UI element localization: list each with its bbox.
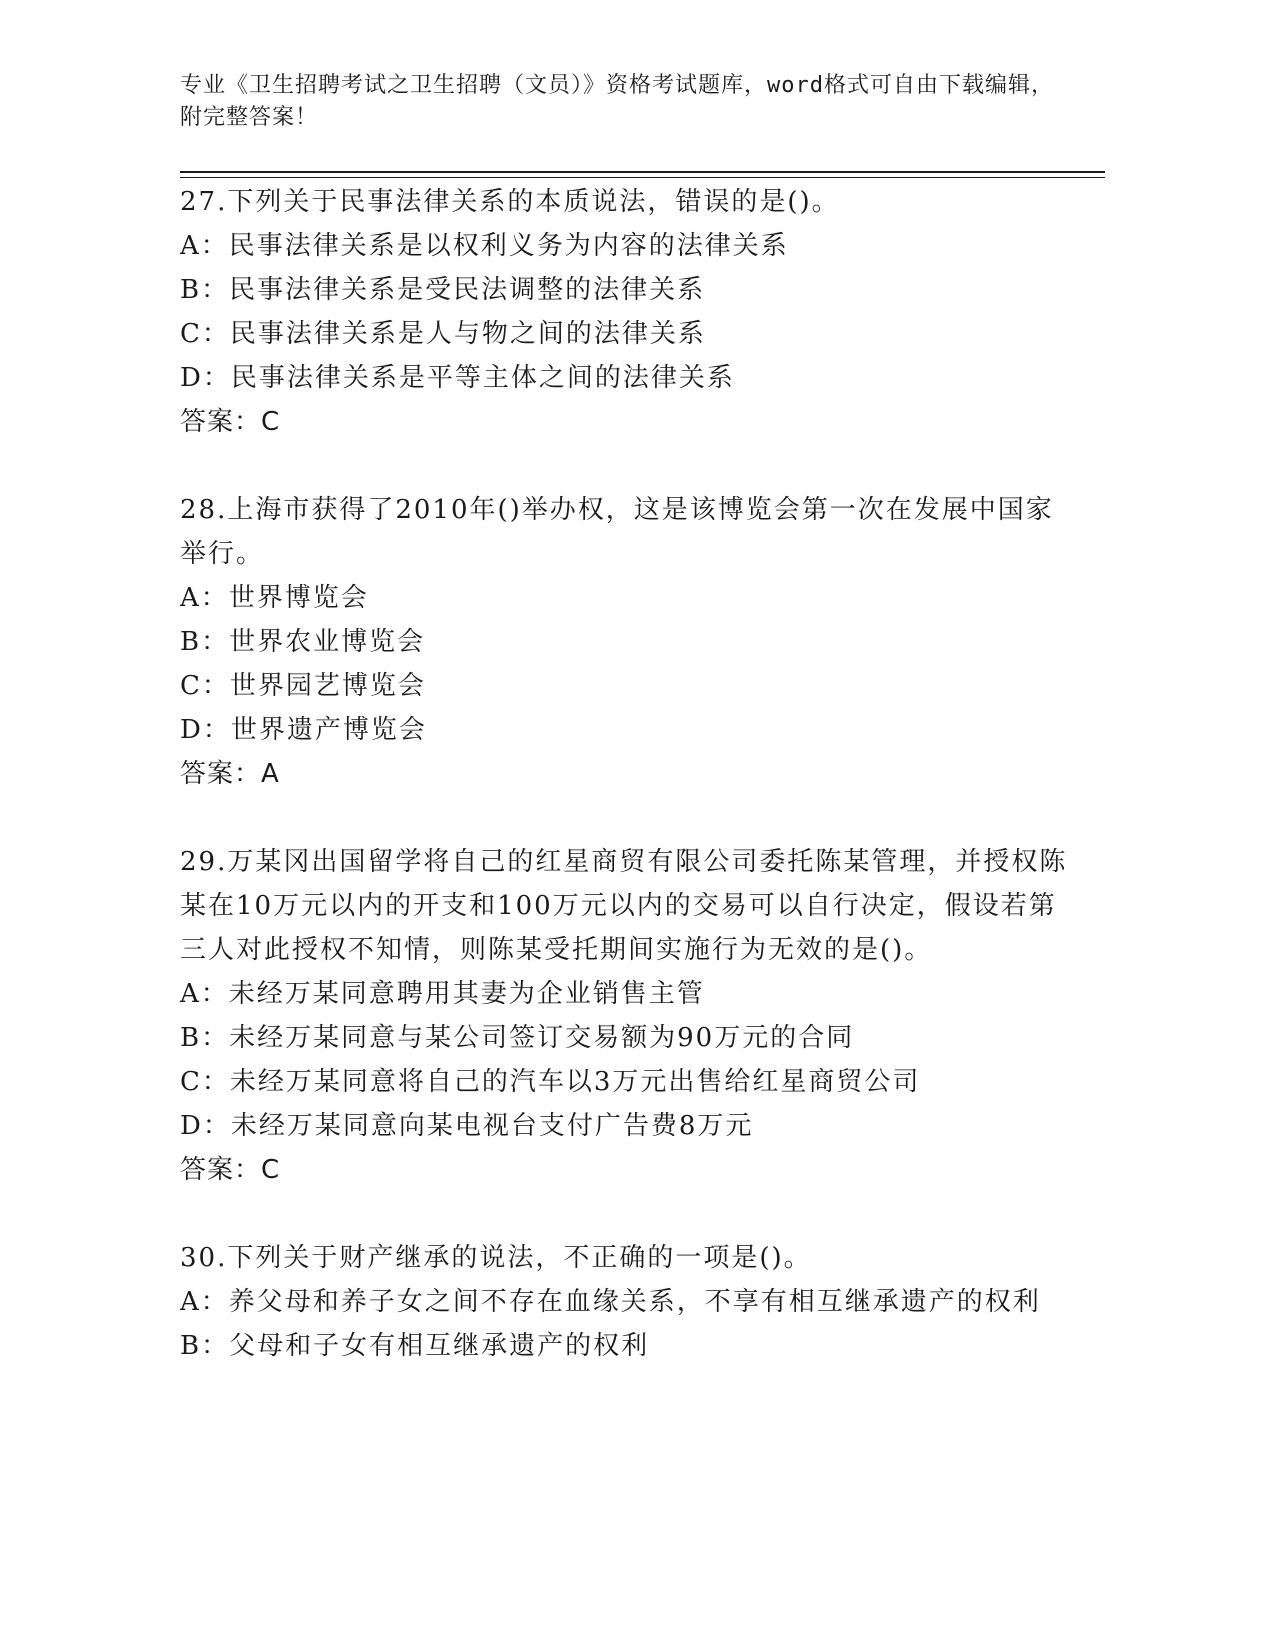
question-stem: 29.万某冈出国留学将自己的红星商贸有限公司委托陈某管理，并授权陈某在10万元以内的开支和100万元以内的交易可以自行决定，假设若第三人对此授权不知情，则陈某受托期间实施行为无效的是()。	[180, 847, 1068, 965]
option-d: D：世界遗产博览会	[180, 715, 427, 745]
answer-line: 答案：C	[180, 407, 281, 437]
document-header: 专业《卫生招聘考试之卫生招聘（文员）》资格考试题库，word格式可自由下载编辑，附完整答案！	[180, 73, 1054, 130]
option-a: A：养父母和养子女之间不存在血缘关系，不享有相互继承遗产的权利	[180, 1287, 1041, 1317]
answer-line: 答案：C	[180, 1155, 281, 1185]
question-28	[180, 488, 1080, 796]
question-list	[180, 180, 1080, 1412]
header-divider-thin	[180, 177, 1105, 178]
option-c: C：未经万某同意将自己的汽车以3万元出售给红星商贸公司	[180, 1067, 921, 1097]
option-d: D：民事法律关系是平等主体之间的法律关系	[180, 363, 735, 393]
option-c: C：民事法律关系是人与物之间的法律关系	[180, 319, 706, 349]
option-a: A：未经万某同意聘用其妻为企业销售主管	[180, 979, 705, 1009]
option-d: D：未经万某同意向某电视台支付广告费8万元	[180, 1111, 754, 1141]
option-c: C：世界园艺博览会	[180, 671, 426, 701]
question-stem: 28.上海市获得了2010年()举办权，这是该博览会第一次在发展中国家举行。	[180, 495, 1054, 569]
question-29	[180, 840, 1080, 1192]
question-30	[180, 1236, 1080, 1368]
option-b: B：未经万某同意与某公司签订交易额为90万元的合同	[180, 1023, 855, 1053]
question-stem: 30.下列关于财产继承的说法，不正确的一项是()。	[180, 1243, 812, 1273]
option-a: A：民事法律关系是以权利义务为内容的法律关系	[180, 231, 789, 261]
option-b: B：民事法律关系是受民法调整的法律关系	[180, 275, 706, 305]
option-b: B：父母和子女有相互继承遗产的权利	[180, 1331, 650, 1361]
question-27	[180, 180, 1080, 444]
answer-line: 答案：A	[180, 759, 280, 789]
question-stem: 27.下列关于民事法律关系的本质说法，错误的是()。	[180, 187, 840, 217]
option-a: A：世界博览会	[180, 583, 369, 613]
header-divider-thick	[180, 171, 1105, 173]
option-b: B：世界农业博览会	[180, 627, 426, 657]
